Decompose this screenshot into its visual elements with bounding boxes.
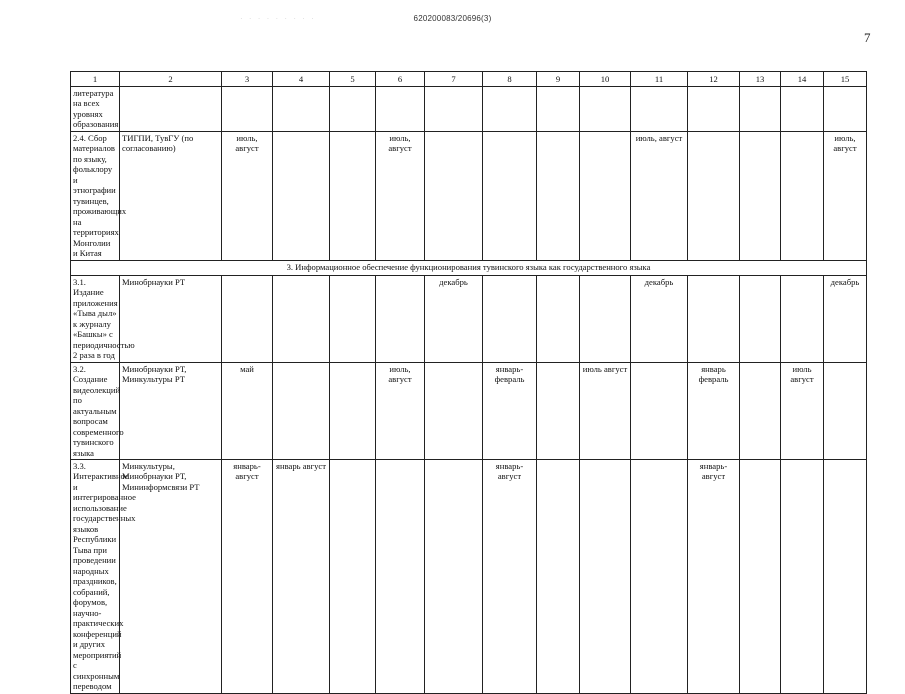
section-title: 3. Информационное обеспечение функционирования тувинского языка как государственного языка (71, 260, 867, 275)
schedule-cell: декабрь (425, 275, 483, 362)
schedule-cell (425, 87, 483, 132)
schedule-cell: июль август (580, 362, 631, 459)
column-header: 1 (71, 72, 120, 87)
schedule-cell: июль, август (376, 131, 425, 260)
schedule-cell (537, 87, 580, 132)
schedule-cell (483, 131, 537, 260)
section-row (71, 260, 867, 275)
activity-cell: 3.2. Создание видеолекций по актуальным вопросам современного тувинского языка (71, 362, 120, 459)
schedule-cell: январь-февраль (483, 362, 537, 459)
schedule-cell (740, 87, 781, 132)
schedule-cell (222, 275, 273, 362)
schedule-cell (781, 131, 824, 260)
schedule-cell (580, 275, 631, 362)
executor-cell: Минобрнауки РТ, Минкультуры РТ (120, 362, 222, 459)
column-header: 15 (824, 72, 867, 87)
schedule-cell: июль, август (376, 362, 425, 459)
schedule-cell (631, 362, 688, 459)
schedule-cell (824, 87, 867, 132)
schedule-cell: июль, август (222, 131, 273, 260)
table-row (71, 87, 867, 132)
column-header: 14 (781, 72, 824, 87)
column-header: 9 (537, 72, 580, 87)
schedule-cell (330, 275, 376, 362)
schedule-cell (824, 362, 867, 459)
executor-cell (120, 87, 222, 132)
schedule-cell (330, 87, 376, 132)
schedule-cell (537, 362, 580, 459)
schedule-cell (740, 362, 781, 459)
column-header: 10 (580, 72, 631, 87)
schedule-cell: май (222, 362, 273, 459)
schedule-cell (688, 131, 740, 260)
schedule-cell (425, 362, 483, 459)
schedule-cell: июль август (781, 362, 824, 459)
schedule-cell (330, 459, 376, 693)
column-header: 7 (425, 72, 483, 87)
column-header: 3 (222, 72, 273, 87)
schedule-cell (631, 87, 688, 132)
schedule-cell (537, 459, 580, 693)
schedule-cell (688, 87, 740, 132)
schedule-cell (537, 131, 580, 260)
schedule-cell (425, 459, 483, 693)
schedule-cell (740, 275, 781, 362)
activity-cell: 3.3. Интерактивное и интегрированное использование государственных языков Республики Тыва при проведении народных праздников, собраний, форумов, научно-практических конференций и других мероприятий с синхронным переводом (71, 459, 120, 693)
schedule-cell: январь-август (688, 459, 740, 693)
activity-cell: 3.1. Издание приложения «Тыва дыл» к журналу «Башкы» с периодичностью 2 раза в год (71, 275, 120, 362)
document-id: 620200083/20696(3) (413, 14, 492, 23)
schedule-cell (483, 275, 537, 362)
column-header: 2 (120, 72, 222, 87)
schedule-cell (425, 131, 483, 260)
scan-artifact: · · · · · · · · · (240, 14, 316, 23)
column-header: 11 (631, 72, 688, 87)
plan-table (70, 71, 867, 694)
executor-cell: ТИГПИ, ТувГУ (по согласованию) (120, 131, 222, 260)
schedule-cell (688, 275, 740, 362)
schedule-cell (580, 459, 631, 693)
column-number-row (71, 72, 867, 87)
schedule-cell (273, 362, 330, 459)
schedule-cell (740, 131, 781, 260)
column-header: 12 (688, 72, 740, 87)
executor-cell: Минкультуры, Минобрнауки РТ, Мининформсвязи РТ (120, 459, 222, 693)
schedule-cell (376, 459, 425, 693)
schedule-cell (483, 87, 537, 132)
schedule-cell (781, 459, 824, 693)
schedule-cell (740, 459, 781, 693)
schedule-cell: январь февраль (688, 362, 740, 459)
schedule-cell (330, 131, 376, 260)
schedule-cell: июль, август (631, 131, 688, 260)
schedule-cell: январь август (273, 459, 330, 693)
schedule-cell: июль, август (824, 131, 867, 260)
schedule-cell: декабрь (824, 275, 867, 362)
table-row (71, 131, 867, 260)
column-header: 6 (376, 72, 425, 87)
page-number: 7 (864, 30, 871, 45)
table-row (71, 459, 867, 693)
table-row (71, 362, 867, 459)
schedule-cell (273, 87, 330, 132)
activity-cell: 2.4. Сбор материалов по языку, фольклору и этнографии тувинцев, проживающих на территориях Монголии и Китая (71, 131, 120, 260)
schedule-cell (376, 87, 425, 132)
column-header: 13 (740, 72, 781, 87)
column-header: 8 (483, 72, 537, 87)
schedule-cell (330, 362, 376, 459)
schedule-cell: январь-август (222, 459, 273, 693)
schedule-cell (824, 459, 867, 693)
schedule-cell (273, 275, 330, 362)
executor-cell: Минобрнауки РТ (120, 275, 222, 362)
activity-cell: литература на всех уровнях образования (71, 87, 120, 132)
schedule-cell (580, 131, 631, 260)
schedule-cell: декабрь (631, 275, 688, 362)
schedule-cell (580, 87, 631, 132)
column-header: 4 (273, 72, 330, 87)
column-header: 5 (330, 72, 376, 87)
schedule-cell (273, 131, 330, 260)
schedule-cell (376, 275, 425, 362)
schedule-cell (537, 275, 580, 362)
table-row (71, 275, 867, 362)
schedule-cell (781, 87, 824, 132)
schedule-cell (222, 87, 273, 132)
schedule-cell (781, 275, 824, 362)
schedule-cell: январь-август (483, 459, 537, 693)
schedule-cell (631, 459, 688, 693)
